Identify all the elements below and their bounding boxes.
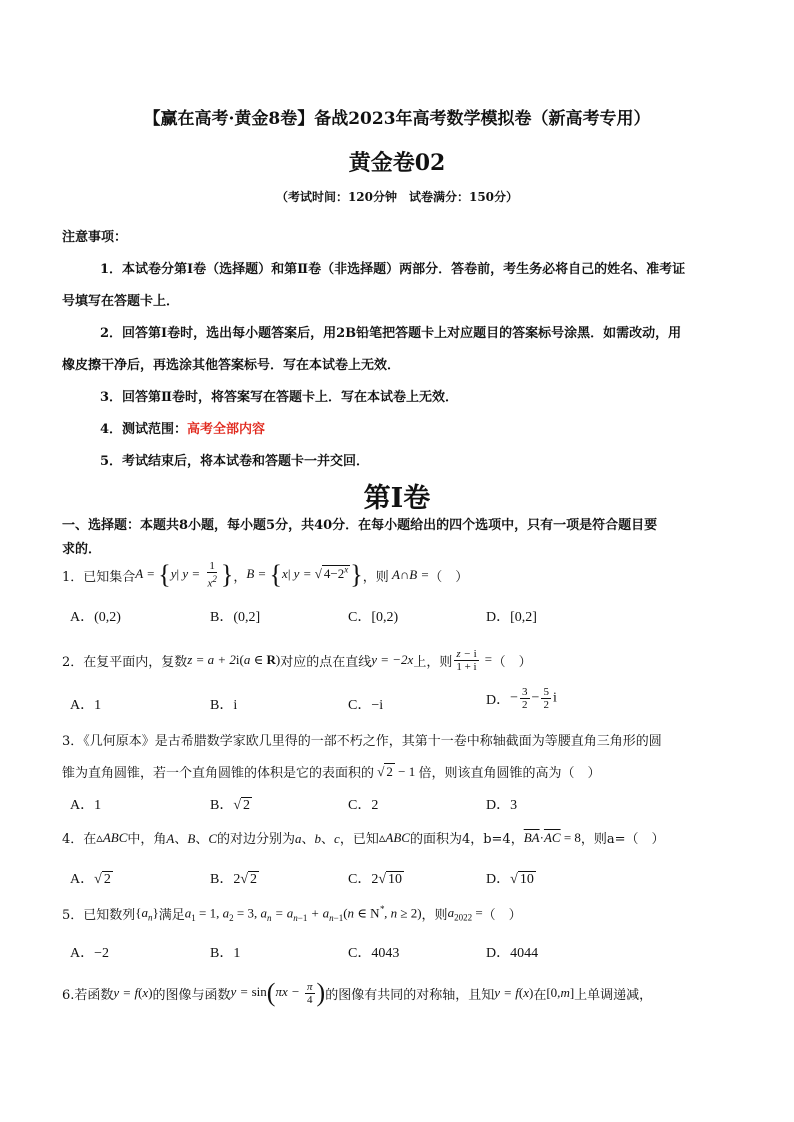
q2-option-d	[486, 686, 557, 711]
paper-title: 黄金卷02	[348, 150, 446, 176]
q3-line-2b: 倍，则该直角圆锥的高为（ ）	[418, 766, 601, 781]
q6-t2: 的图像有共同的对称轴，且知	[325, 987, 495, 1003]
q5-target: $a_{2022}$ =	[447, 904, 483, 923]
q2-lead: 2．在复平面内，复数	[62, 654, 188, 670]
note-2-line-1: 2．回答第Ⅰ卷时，选出每小题答案后，用2B铅笔把答题卡上对应题目的答案标号涂黑．如需改动，用	[100, 326, 682, 341]
q4-option-a	[70, 868, 113, 888]
test-scope: 高考全部内容	[187, 422, 266, 437]
q5-option-d: D．4044	[486, 946, 539, 961]
q4-sides: a、b、c	[295, 831, 340, 846]
q4-option-a-label: A．	[70, 872, 95, 887]
q4-option-d-value: √ 10	[510, 872, 534, 887]
q6-t1: 的图像与函数	[152, 987, 231, 1003]
q6-interval: [0,m]	[546, 985, 575, 1000]
q1-option-b: B．(0,2]	[210, 610, 261, 625]
q4-triangle-2: ▵ABC	[378, 829, 410, 845]
q1-lead: 1．已知集合	[62, 569, 136, 585]
q4-option-d	[486, 868, 536, 888]
notes-heading: 注意事项：	[62, 230, 128, 245]
q2-end: （ ）	[492, 654, 532, 670]
q3-ratio: √ 2 − 1	[374, 763, 419, 779]
q2-option-d-label: D．	[486, 692, 511, 708]
q4-t2: 的对边分别为	[217, 832, 296, 847]
section-title: 第Ⅰ卷	[363, 483, 431, 514]
q4-option-a-value: √ 2	[94, 872, 111, 887]
q3-line-2a: 锥为直角圆锥，若一个直角圆锥的体积是它的表面积的	[62, 766, 375, 781]
question-2	[62, 645, 532, 675]
q5-end: （ ）	[482, 908, 522, 923]
q5-option-c: C．4043	[348, 946, 400, 961]
q4-t1: 中，角	[127, 832, 167, 847]
q1-sep: ，	[233, 569, 247, 585]
q1-set-a: A = {y| y = $\frac{1}{x^2}$ }	[135, 560, 234, 590]
section-instruction-line-2: 求的．	[62, 542, 102, 557]
q3-option-a: A．1	[70, 798, 102, 813]
q6-sine: y = sin(πx − $\frac{\pi}{4}$ )	[230, 978, 326, 1007]
note-5: 5．考试结束后，将本试卷和答题卡一并交回．	[100, 454, 370, 469]
exam-info: （考试时间：120分钟 试卷满分：150分）	[275, 190, 519, 204]
question-5	[62, 904, 522, 923]
q1-end: （ ）	[429, 569, 469, 585]
q3-option-b	[210, 794, 252, 814]
q3-option-c: C．2	[348, 798, 379, 813]
q1-option-c: C．[0,2)	[348, 610, 399, 625]
q5-option-a: A．−2	[70, 946, 110, 961]
q4-option-c-label: C．	[348, 872, 372, 887]
q6-lead: 6.若函数	[62, 987, 114, 1003]
q2-option-c: C．−i	[348, 698, 384, 713]
note-4-label: 4．测试范围：	[100, 422, 188, 437]
q1-option-a: A．(0,2)	[70, 610, 121, 625]
question-6	[62, 976, 652, 1010]
q4-option-c-value: 2√ 10	[371, 872, 403, 887]
q1-option-d: D．[0,2]	[486, 610, 537, 625]
q2-complex: z = a + 2i(a ∈ R)	[187, 652, 281, 667]
q5-sequence: $\{a_n\}$	[135, 904, 159, 923]
q4-lead: 4．在	[62, 832, 97, 847]
q3-line-2	[62, 762, 601, 781]
q6-t4: 上单调递减，	[574, 987, 653, 1003]
q4-t3: ，已知	[339, 832, 379, 847]
q6-t3: 在	[533, 987, 547, 1003]
note-3: 3．回答第Ⅱ卷时，将答案写在答题卡上．写在本试卷上无效．	[100, 390, 459, 405]
q4-option-c	[348, 868, 404, 888]
exam-series-title: 【赢在高考·黄金8卷】备战2023年高考数学模拟卷（新高考专用）	[143, 109, 651, 129]
q5-t2: ，则	[421, 908, 448, 923]
q4-triangle: ▵ABC	[96, 829, 128, 845]
q4-dot-product: $\overline{BA}\cdot\overline{AC} = 8$	[523, 829, 581, 845]
q2-option-d-value: − $\frac{3}{2}$ − $\frac{5}{2}$ i	[510, 686, 557, 711]
q5-recurrence: $a_1 = 1$, $a_2 = 3$, $a_n = a_{n-1} + a_{n-1}(n$ ∈ N*, n ≥ 2)	[184, 904, 422, 923]
q2-mid: 对应的点在直线	[280, 654, 372, 670]
q4-option-b-label: B．	[210, 872, 234, 887]
q4-angles: A、B、C	[166, 831, 217, 846]
q2-expression: $\frac{z - i}{1 + i}$ =	[456, 647, 493, 673]
note-4	[100, 418, 265, 437]
q3-line-1: 3．《几何原本》是古希腊数学家欧几里得的一部不朽之作，其第十一卷中称轴截面为等腰直角三角形的圆	[62, 734, 662, 749]
q1-intersection: A∩B =	[388, 567, 430, 582]
question-1	[62, 560, 468, 590]
question-4	[62, 828, 665, 847]
q2-option-b: B．i	[210, 698, 238, 713]
q5-option-b: B．1	[210, 946, 241, 961]
q1-tail: ，则	[362, 569, 389, 585]
q6-func: y = f(x)	[113, 985, 153, 1000]
q4-option-b	[210, 868, 259, 888]
note-1-line-1: 1．本试卷分第Ⅰ卷（选择题）和第Ⅱ卷（非选择题）两部分．答卷前，考生务必将自己的姓名、准考证	[100, 262, 686, 277]
q2-option-a: A．1	[70, 698, 102, 713]
q3-option-d: D．3	[486, 798, 518, 813]
q4-option-d-label: D．	[486, 872, 511, 887]
q5-t1: 满足	[158, 908, 185, 923]
q4-end: ，则a=（ ）	[580, 832, 665, 847]
q6-func-2: y = f(x)	[494, 985, 534, 1000]
q4-t4: 的面积为4，b=4，	[409, 832, 524, 847]
q1-set-b: B = {x| y = √ $4-2^x$}	[246, 560, 363, 589]
q5-lead: 5．已知数列	[62, 908, 136, 923]
q3-option-b-label: B．	[210, 798, 234, 813]
q3-option-b-value: √ 2	[233, 798, 251, 813]
section-instruction-line-1: 一、选择题：本题共8小题，每小题5分，共40分．在每小题给出的四个选项中，只有一项是符合题目要	[62, 518, 658, 533]
note-2-line-2: 橡皮擦干净后，再选涂其他答案标号．写在本试卷上无效．	[62, 358, 401, 373]
q4-option-b-value: 2√ 2	[233, 872, 258, 887]
note-1-line-2: 号填写在答题卡上．	[62, 294, 180, 309]
q2-tail: 上，则	[413, 654, 453, 670]
q2-line: y = −2x	[371, 652, 414, 667]
